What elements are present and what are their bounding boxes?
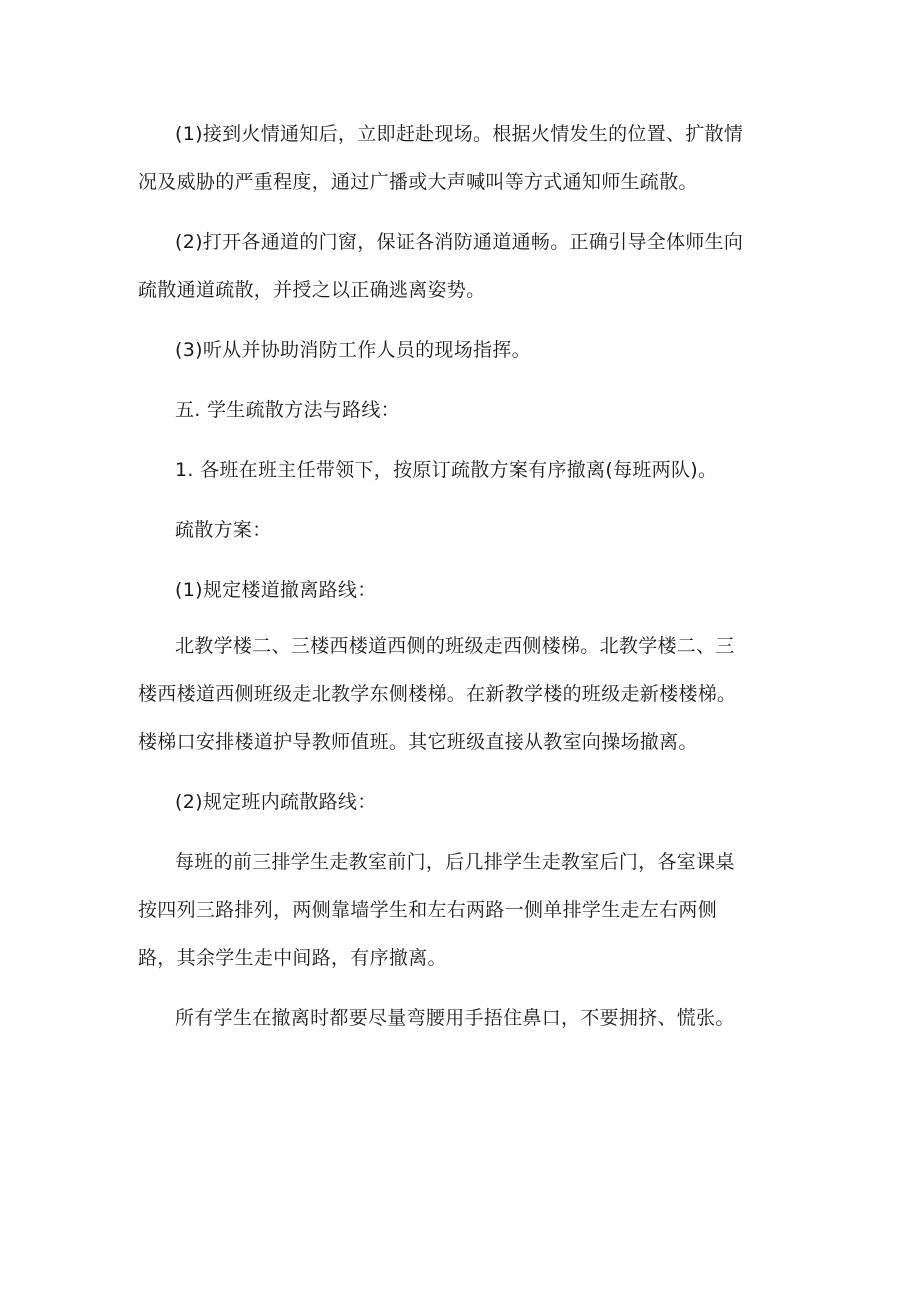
text-line: 北教学楼二、三楼西楼道西侧的班级走西侧楼梯。北教学楼二、三: [175, 635, 735, 657]
subheading-classroom-route: [138, 778, 778, 826]
text-line: 所有学生在撤离时都要尽量弯腰用手捂住鼻口，不要拥挤、慌张。: [175, 1007, 735, 1029]
subheading-plan: [138, 506, 778, 554]
text-line: 疏散通道疏散，并授之以正确逃离姿势。: [138, 279, 486, 301]
text-line: 楼西楼道西侧班级走北教学东侧楼梯。在新教学楼的班级走新楼楼梯。: [138, 683, 737, 705]
text-line: 疏散方案：: [175, 519, 272, 541]
text-line: 1. 各班在班主任带领下，按原订疏散方案有序撤离(每班两队)。: [175, 459, 718, 481]
text-line: (1)规定楼道撤离路线：: [175, 579, 377, 601]
text-line: (2)规定班内疏散路线：: [175, 791, 377, 813]
text-line: 楼梯口安排楼道护导教师值班。其它班级直接从教室向操场撤离。: [138, 731, 698, 753]
text-line: 按四列三路排列，两侧靠墙学生和左右两路一侧单排学生走左右两侧: [138, 899, 718, 921]
paragraph-follow-command: [138, 326, 778, 374]
text-line: 况及威胁的严重程度，通过广播或大声喊叫等方式通知师生疏散。: [138, 171, 698, 193]
text-line: 路，其余学生走中间路，有序撤离。: [138, 947, 447, 969]
paragraph-class-evacuation: [138, 446, 778, 494]
section-heading-evacuation: [138, 386, 778, 434]
paragraph-open-doors: [138, 218, 778, 314]
subheading-stair-route: [138, 566, 778, 614]
text-line: 五. 学生疏散方法与路线：: [175, 399, 400, 421]
paragraph-safety-posture: [138, 994, 778, 1042]
text-line: (1)接到火情通知后，立即赶赴现场。根据火情发生的位置、扩散情: [175, 123, 744, 145]
paragraph-classroom-route: [138, 838, 778, 982]
text-line: (3)听从并协助消防工作人员的现场指挥。: [175, 339, 531, 361]
text-line: 每班的前三排学生走教室前门，后几排学生走教室后门，各室课桌: [175, 851, 735, 873]
text-line: (2)打开各通道的门窗，保证各消防通道通畅。正确引导全体师生向: [175, 231, 744, 253]
paragraph-fire-notice: [138, 110, 778, 206]
paragraph-stair-route: [138, 622, 778, 766]
